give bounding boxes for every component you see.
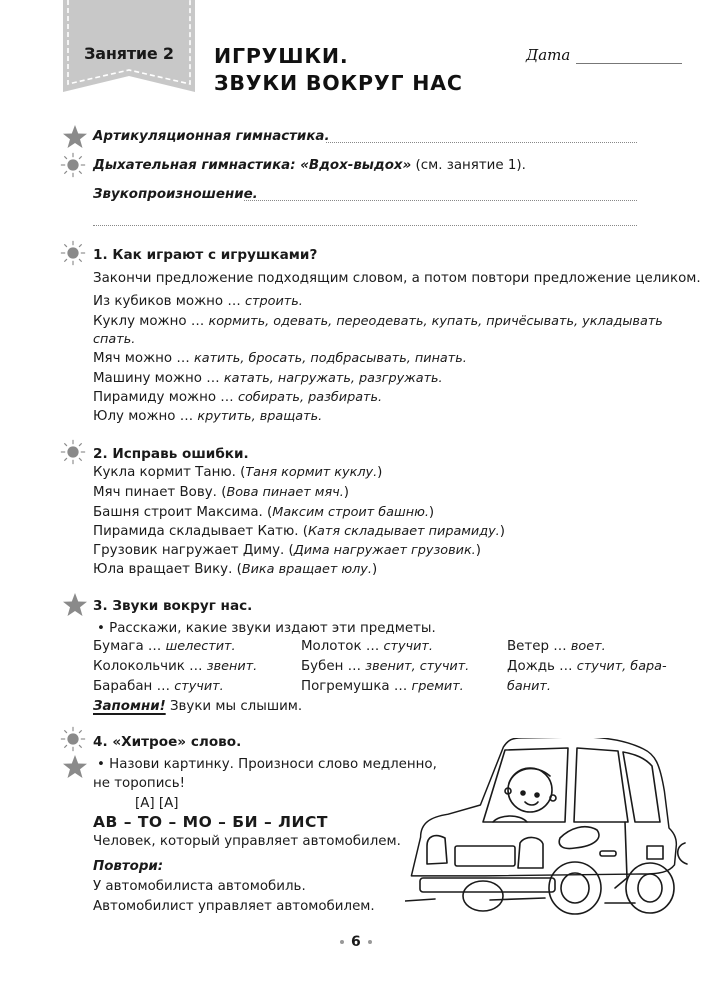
section-1-item (93, 389, 382, 407)
object-name: Ветер … (507, 639, 571, 654)
item-prompt: Из кубиков можно … (93, 294, 246, 309)
car-with-boy-illustration (405, 738, 695, 918)
item-prompt: Куклу можно … (93, 314, 209, 329)
item-answer: собирать, разбирать. (237, 390, 383, 405)
title-line-2: ЗВУКИ ВОКРУГ НАС (214, 71, 463, 95)
wrong-sentence: Башня строит Максима. ( (93, 505, 273, 520)
paren: ) (428, 505, 435, 520)
wrong-sentence: Пирамида складывает Катю. ( (93, 524, 308, 539)
corrected-sentence: Дима нагружает грузовик. (293, 543, 476, 558)
corrected-sentence: Вова пинает мяч. (226, 485, 344, 500)
sound-answer: стучит, бара- (576, 659, 667, 674)
sun-icon (60, 240, 86, 266)
repeat-line: У автомобилиста автомобиль. (93, 879, 306, 894)
repeat-label: Повтори: (93, 859, 164, 874)
sound-answer: шелестит. (165, 639, 236, 654)
wrong-sentence: Грузовик нагружает Диму. ( (93, 543, 294, 558)
section-4-title: 4. «Хитрое» слово. (93, 734, 242, 750)
pronunciation-row (93, 186, 258, 204)
object-name: Дождь … (507, 659, 577, 674)
sound-item (301, 639, 433, 654)
lesson-ribbon (63, 0, 195, 92)
wrong-sentence: Кукла кормит Таню. ( (93, 465, 246, 480)
pronunciation-answer-line-1[interactable] (244, 200, 637, 201)
item-prompt: Мяч можно … (93, 351, 194, 366)
remember-note (93, 698, 302, 716)
section-2-item (93, 542, 481, 560)
sound-answer: банит. (507, 679, 551, 694)
corrected-sentence: Вика вращает юлу. (241, 562, 372, 577)
object-name: Бумага … (93, 639, 166, 654)
sound-answer: звенит, стучит. (365, 659, 470, 674)
vowel-marks: [А] [А] (135, 796, 179, 811)
breathing-row (93, 157, 526, 175)
wrong-sentence: Юла вращает Вику. ( (93, 562, 242, 577)
date-input-line[interactable] (576, 50, 682, 64)
star-icon (62, 754, 88, 780)
page-dot-left (340, 940, 344, 944)
page-title (214, 43, 463, 97)
section-2-item (93, 504, 434, 522)
section-2-item (93, 464, 382, 482)
sun-icon (60, 152, 86, 178)
sound-answer: воет. (570, 639, 606, 654)
corrected-sentence: Таня кормит куклу. (245, 465, 378, 480)
paren: ) (499, 524, 505, 539)
item-answer: строить. (245, 294, 303, 309)
page-dot-right (368, 940, 372, 944)
item-answer: кормить, одевать, переодевать, купать, причёсывать, укладывать (208, 314, 663, 329)
pronunciation-label: Звукопроизношение. (93, 187, 258, 202)
object-name: Погремушка … (301, 679, 412, 694)
page-number (340, 934, 372, 950)
section-1-item (93, 313, 663, 331)
star-icon (62, 124, 88, 150)
paren: ) (377, 465, 383, 480)
sound-item (93, 639, 236, 654)
syllable-breakdown: АВ – ТО – МО – БИ – ЛИСТ (93, 813, 328, 831)
sun-icon (60, 726, 86, 752)
section-4-instruction-1: • Назови картинку. Произноси слово медленно, (97, 757, 437, 772)
sound-item (507, 639, 606, 654)
item-answer: катать, нагружать, разгружать. (223, 371, 443, 386)
object-name: Молоток … (301, 639, 384, 654)
date-field (526, 46, 682, 64)
date-label: Дата (526, 46, 571, 64)
corrected-sentence: Максим строит башню. (272, 505, 429, 520)
sound-item (93, 659, 257, 674)
item-prompt: Юлу можно … (93, 409, 198, 424)
star-icon (62, 592, 88, 618)
lesson-number: Занятие 2 (84, 44, 174, 63)
word-definition: Человек, который управляет автомобилем. (93, 834, 401, 849)
object-name: Бубен … (301, 659, 366, 674)
sound-item (301, 659, 469, 674)
section-1-item (93, 350, 467, 368)
remember-text: Звуки мы слышим. (165, 699, 303, 714)
sound-answer: стучит. (174, 679, 224, 694)
pronunciation-answer-line-2[interactable] (93, 225, 637, 226)
item-prompt: Машину можно … (93, 371, 224, 386)
section-2-item (93, 523, 505, 541)
sun-icon (60, 439, 86, 465)
item-answer: спать. (93, 332, 136, 347)
articulation-label: Артикуляционная гимнастика. (93, 129, 330, 144)
section-1-title: 1. Как играют с игрушками? (93, 247, 318, 263)
sound-item (507, 679, 551, 694)
sound-answer: звенит. (206, 659, 258, 674)
object-name: Колокольчик … (93, 659, 207, 674)
sound-answer: стучит. (383, 639, 433, 654)
section-1-item (93, 331, 135, 349)
section-1-item (93, 408, 322, 426)
paren: ) (371, 562, 378, 577)
page-number-value: 6 (351, 934, 361, 950)
section-1-item (93, 293, 303, 311)
sound-answer: гремит. (411, 679, 464, 694)
repeat-line: Автомобилист управляет автомобилем. (93, 899, 375, 914)
articulation-answer-line[interactable] (326, 142, 637, 143)
section-2-item (93, 561, 377, 579)
object-name: Барабан … (93, 679, 175, 694)
paren: ) (343, 485, 349, 500)
item-answer: катить, бросать, подбрасывать, пинать. (194, 351, 467, 366)
section-1-instruction: Закончи предложение подходящим словом, а потом повтори предложение целиком. (93, 271, 701, 286)
remember-label: Запомни! (93, 699, 166, 714)
section-2-title: 2. Исправь ошибки. (93, 446, 249, 462)
item-answer: крутить, вращать. (197, 409, 323, 424)
section-3-title: 3. Звуки вокруг нас. (93, 598, 253, 614)
section-2-item (93, 484, 349, 502)
sound-item (507, 659, 667, 674)
articulation-row (93, 128, 330, 146)
sound-item (93, 679, 224, 694)
corrected-sentence: Катя складывает пирамиду. (307, 524, 500, 539)
section-4-instruction-2: не торопись! (93, 776, 186, 791)
sound-item (301, 679, 464, 694)
breathing-label: Дыхательная гимнастика: «Вдох-выдох» (93, 158, 412, 173)
title-line-1: ИГРУШКИ. (214, 44, 349, 68)
wrong-sentence: Мяч пинает Вову. ( (93, 485, 227, 500)
section-3-instruction: • Расскажи, какие звуки издают эти предметы. (97, 621, 436, 636)
breathing-note: (см. занятие 1). (411, 158, 526, 173)
section-1-item (93, 370, 443, 388)
paren: ) (475, 543, 481, 558)
item-prompt: Пирамиду можно … (93, 390, 238, 405)
